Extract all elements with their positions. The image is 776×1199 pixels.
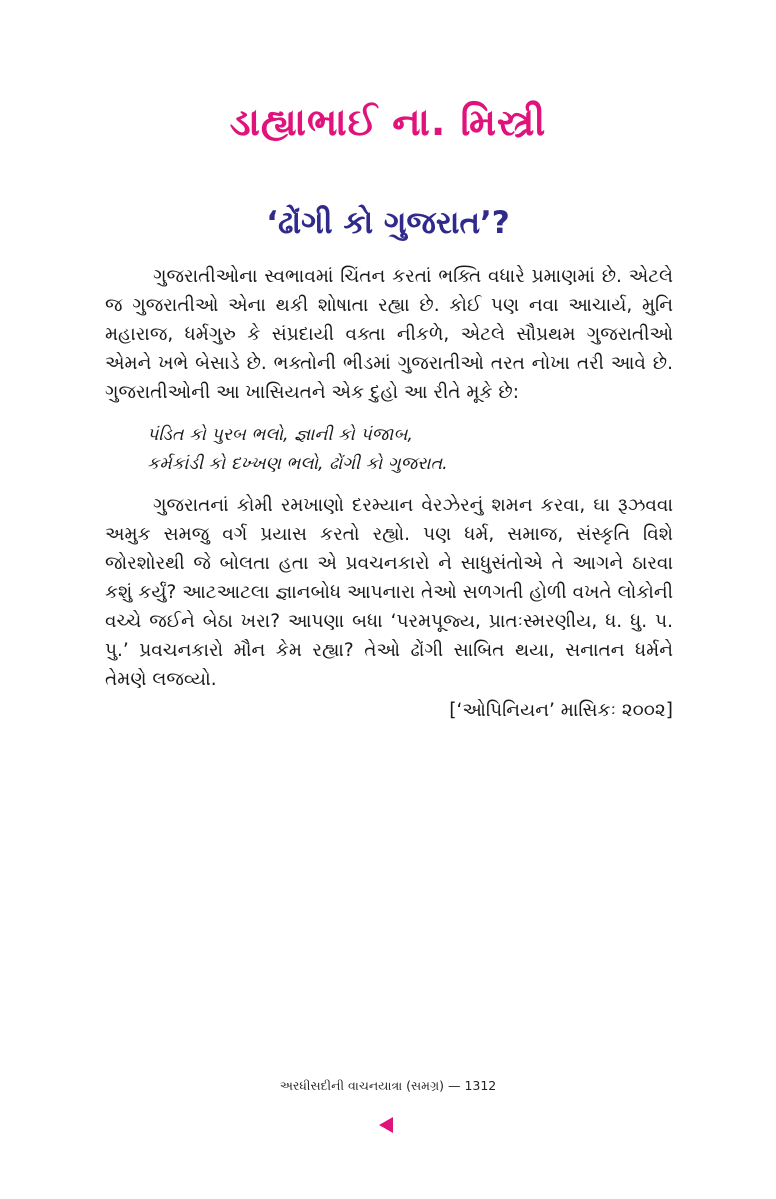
verse-line-1: પંડિત કો પુરબ ભલો, જ્ઞાની કો પંજાબ,: [147, 425, 413, 445]
article-title: ‘ઢોંગી કો ગુજરાત’?: [266, 205, 510, 241]
verse-block: [147, 421, 673, 479]
paragraph-1: ગુજરાતીઓના સ્વભાવમાં ચિંતન કરતાં ભક્તિ વધારે પ્રમાણમાં છે. એટલે જ ગુજરાતીઓ એના થકી શોષાતા રહ્યા છે. કોઈ પણ નવા આચાર્ય, મુનિ મહારાજ, ધર્મગુરુ કે સંપ્રદાયી વક્તા નીકળે, એટલે સૌપ્રથમ ગુજરાતીઓ એમને ખભે બેસાડે છે. ભક્તોની ભીડમાં ગુજરાતીઓ તરત નોખા તરી આવે છે. ગુજરાતીઓની આ ખાસિયતને એક દુહો આ રીતે મૂકે છે:: [105, 266, 673, 403]
page-footer: અરધીસદીની વાચનયાત્રા (સમગ્ર) — 1312: [279, 1078, 497, 1093]
paragraph-2: ગુજરાતનાં કોમી રમખાણો દરમ્યાન વેરઝેરનું શમન કરવા, ઘા રૂઝવવા અમુક સમજુ વર્ગ પ્રયાસ કરતો રહ્યો. પણ ધર્મ, સમાજ, સંસ્કૃતિ વિશે જોરશોરથી જે બોલતા હતા એ પ્રવચનકારો ને સાધુસંતોએ તે આગને ઠારવા કશું કર્યું? આટઆટલા જ્ઞાનબોધ આપનારા તેઓ સળગતી હોળી વખતે લોકોની વચ્ચે જઈને બેઠા ખરા? આપણા બધા ‘પરમપૂજ્ય, પ્રાતઃસ્મરણીય, ધ. ધુ. પ. પુ.’ પ્રવચનકારો મૌન કેમ રહ્યા? તેઓ ઢોંગી સાબિત થયા, સનાતન ધર્મને તેમણે લજવ્યો.: [105, 495, 673, 690]
verse-line-2: કર્મકાંડી કો દખ્ખણ ભલો, ઢોંગી કો ગુજરાત.: [147, 454, 448, 474]
author-name: ડાહ્યાભાઈ ના. મિસ્ત્રી: [229, 100, 547, 144]
left-triangle-icon[interactable]: [379, 1117, 393, 1133]
source-citation: [‘ઓપિનિયન’ માસિકઃ ૨૦૦૨]: [449, 700, 673, 721]
article-body: [105, 262, 673, 725]
